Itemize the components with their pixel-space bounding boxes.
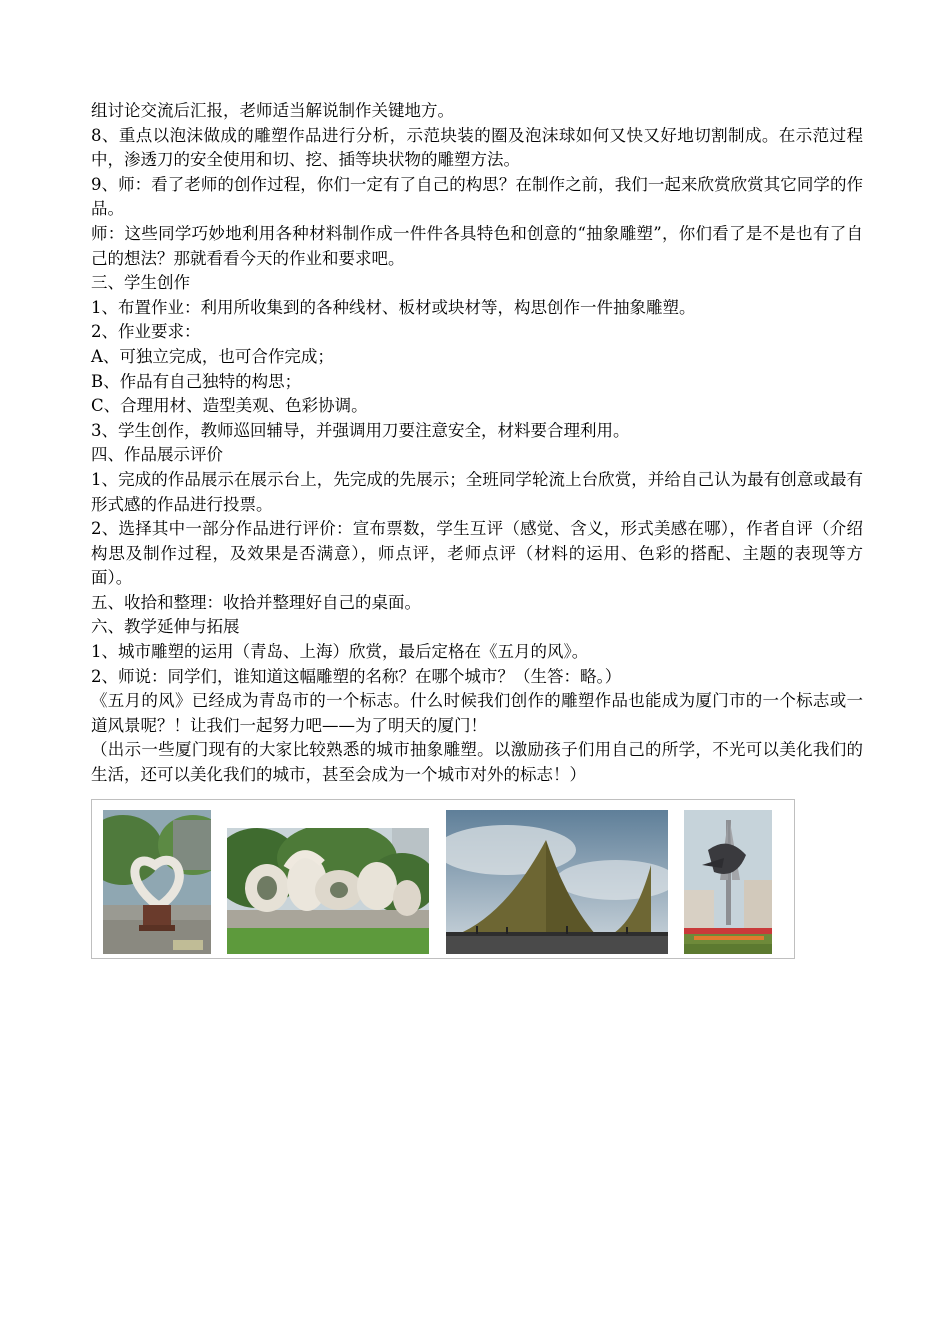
paragraph: 8、重点以泡沫做成的雕塑作品进行分析，示范块装的圈及泡沫球如何又快又好地切割制成。在示范过程中，渗透刀的安全使用和切、挖、插等块状物的雕塑方法。 [91, 125, 863, 170]
section-heading: 四、作品展示评价 [91, 445, 223, 465]
tower-sculpture-photo [684, 810, 772, 954]
paragraph: 1、布置作业：利用所收集到的各种线材、板材或块材等，构思创作一件抽象雕塑。 [91, 297, 696, 317]
section-heading: 六、教学延伸与拓展 [91, 617, 240, 637]
sculpture-photo-strip [91, 799, 795, 959]
paragraph: 师：这些同学巧妙地利用各种材料制作成一件件各具特色和创意的“抽象雕塑”，你们看了是不是也有了自己的想法？那就看看今天的作业和要求吧。 [91, 223, 863, 268]
paragraph: 2、选择其中一部分作品进行评价：宣布票数，学生互评（感觉、含义，形式美感在哪），作者自评（介绍构思及制作过程，及效果是否满意），师点评，老师点评（材料的运用、色彩的搭配、主题的表现等方面）。 [91, 519, 863, 588]
paragraph: 2、师说：同学们，谁知道这幅雕塑的名称？在哪个城市？（生答：略。） [91, 666, 622, 686]
paragraph: 《五月的风》已经成为青岛市的一个标志。什么时候我们创作的雕塑作品也能成为厦门市的一个标志或一道风景呢？！让我们一起努力吧——为了明天的厦门！ [91, 691, 863, 735]
paragraph: 2、作业要求： [91, 322, 201, 342]
body-text [91, 99, 863, 788]
paragraph: 组讨论交流后汇报，老师适当解说制作关键地方。 [91, 101, 454, 120]
paragraph: （出示一些厦门现有的大家比较熟悉的城市抽象雕塑。以激励孩子们用自己的所学，不光可以美化我们的生活，还可以美化我们的城市，甚至会成为一个城市对外的标志！） [91, 740, 863, 785]
sail-sculpture-photo [446, 810, 668, 954]
paragraph: 1、城市雕塑的运用（青岛、上海）欣赏，最后定格在《五月的风》。 [91, 642, 589, 662]
white-stone-sculpture-photo [227, 828, 429, 954]
heart-sculpture-photo [103, 810, 211, 954]
paragraph: 9、师：看了老师的创作过程，你们一定有了自己的构思？在制作之前，我们一起来欣赏欣赏其它同学的作品。 [91, 174, 863, 219]
paragraph: 1、完成的作品展示在展示台上，先完成的先展示；全班同学轮流上台欣赏，并给自己认为最有创意或最有形式感的作品进行投票。 [91, 469, 863, 514]
list-item: A、可独立完成，也可合作完成； [91, 346, 334, 366]
section-heading: 五、收拾和整理：收拾并整理好自己的桌面。 [91, 592, 421, 612]
section-heading: 三、学生创作 [91, 273, 190, 293]
paragraph: 3、学生创作，教师巡回辅导，并强调用刀要注意安全，材料要合理利用。 [91, 420, 630, 440]
list-item: C、合理用材、造型美观、色彩协调。 [91, 396, 368, 416]
list-item: B、作品有自己独特的构思； [91, 371, 302, 391]
